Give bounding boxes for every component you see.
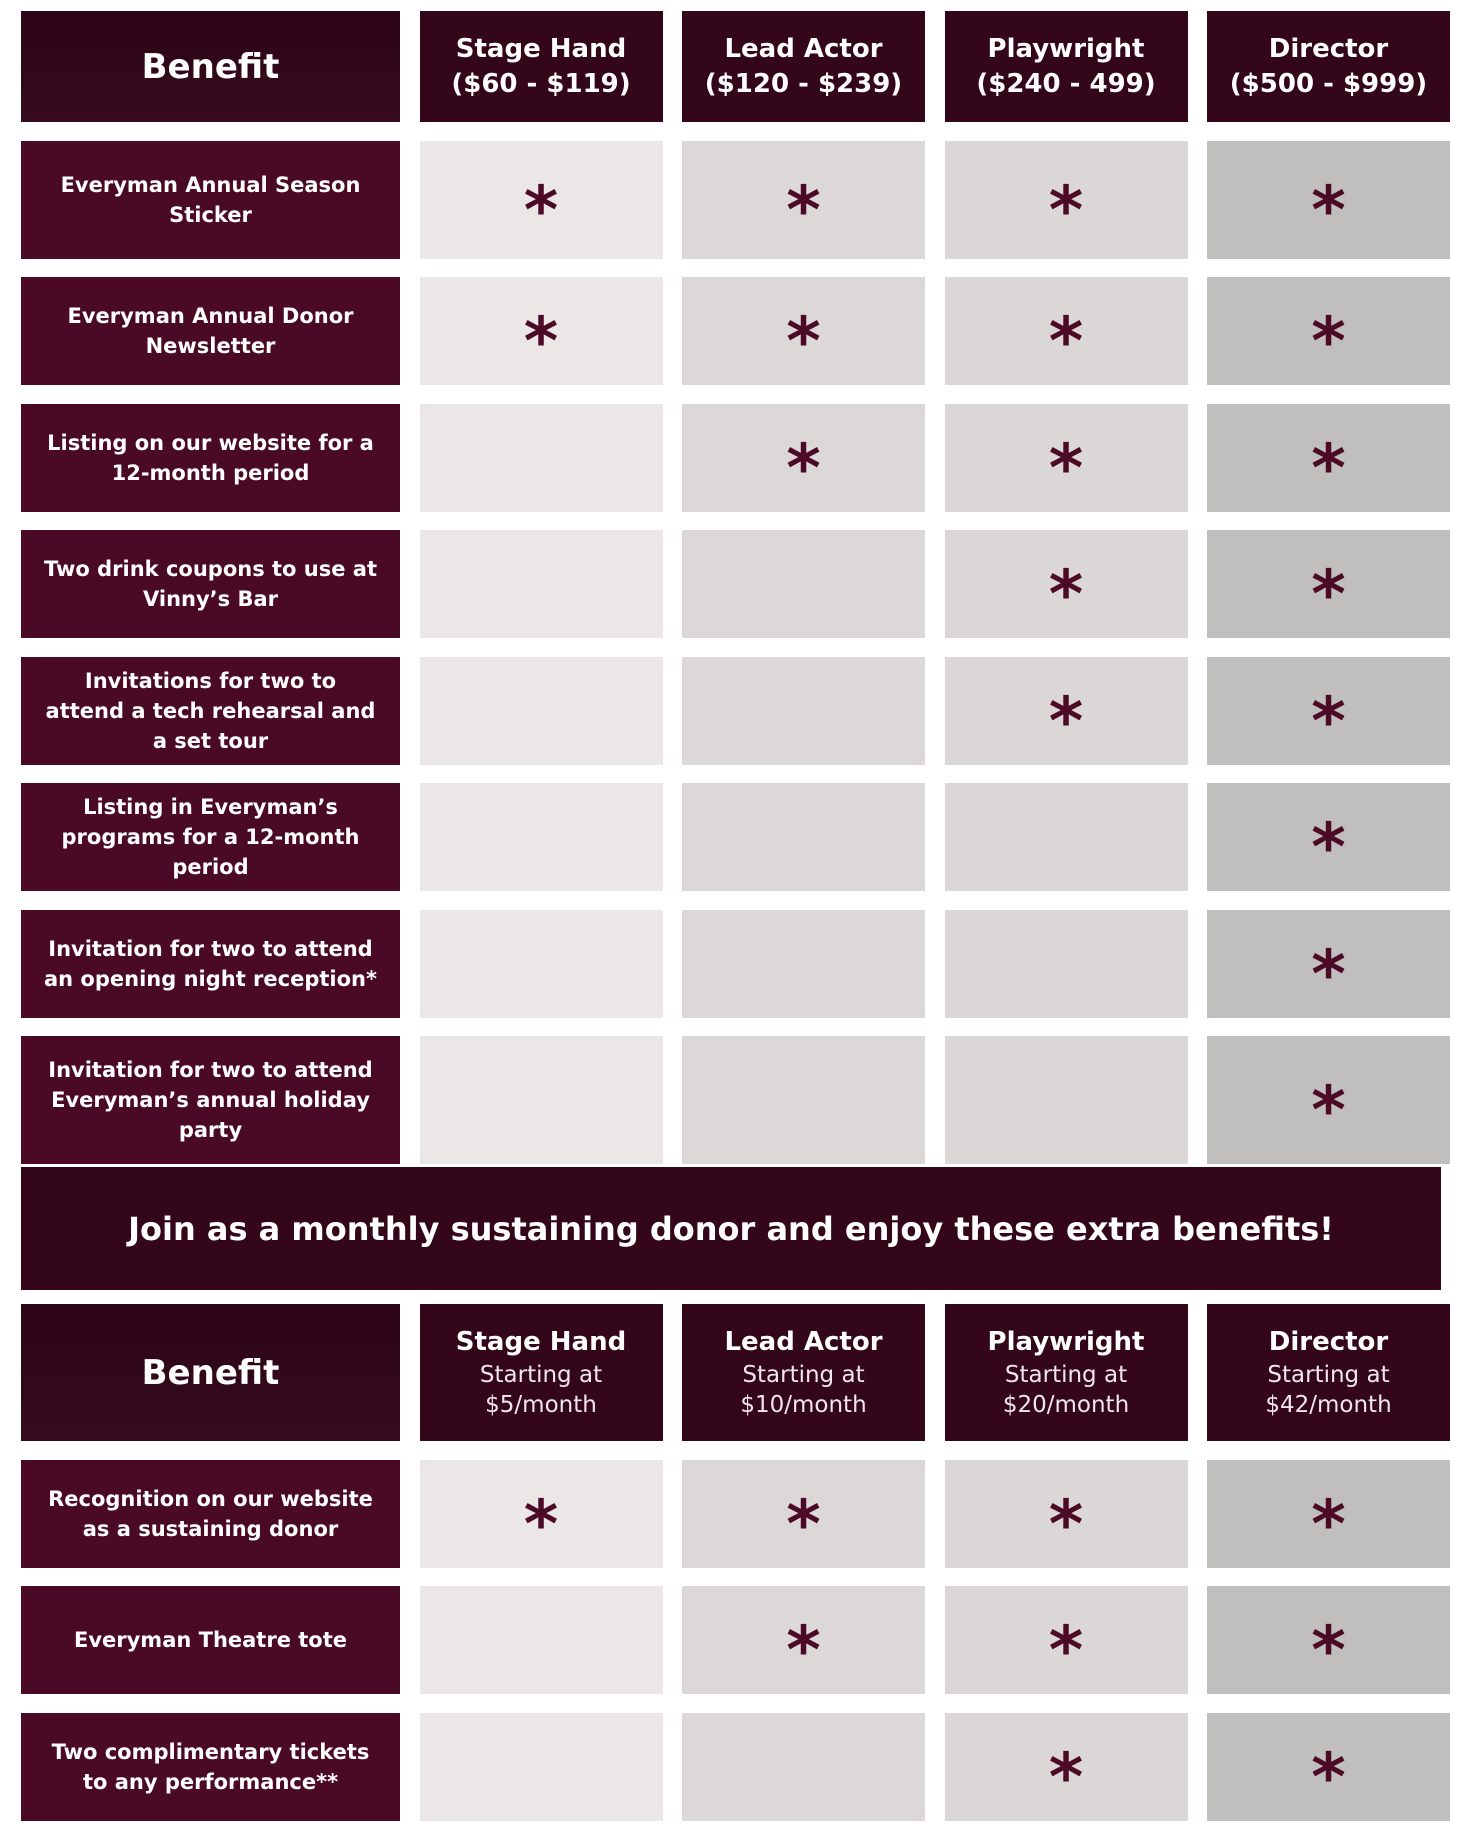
benefit-label: Everyman Annual Season Sticker [21, 141, 400, 259]
included-mark-icon: * [786, 303, 821, 380]
benefit-cell-playwright [945, 910, 1188, 1018]
tier-name: Stage Hand [455, 1327, 627, 1357]
tier-start-label: Starting at [1004, 1362, 1128, 1388]
tier-monthly-price: $10/month [740, 1392, 867, 1418]
benefit-cell-director [1207, 141, 1450, 259]
tier-header-playwright [945, 1304, 1188, 1441]
benefit-cell-director [1207, 657, 1450, 765]
tier-monthly-price: $5/month [485, 1392, 597, 1418]
benefit-cell-stage-hand [420, 910, 663, 1018]
benefit-cell-director [1207, 1586, 1450, 1694]
benefit-cell-playwright [945, 404, 1188, 512]
included-mark-icon: * [1311, 682, 1346, 760]
included-mark-icon: * [1048, 171, 1084, 249]
benefit-cell-lead-actor [682, 530, 925, 638]
benefit-label: Invitations for two to attend a tech rehearsal and a set tour [21, 657, 400, 765]
benefit-cell-director [1207, 910, 1450, 1018]
included-mark-icon: * [1048, 682, 1084, 760]
benefit-label: Two complimentary tickets to any performance** [21, 1713, 400, 1821]
tier-header-director [1207, 11, 1450, 122]
tier-header-director [1207, 1304, 1450, 1441]
included-mark-icon: * [1048, 303, 1084, 380]
benefit-label: Invitation for two to attend an opening night reception* [21, 910, 400, 1018]
benefit-label: Listing on our website for a 12-month period [21, 404, 400, 512]
tier-start-label: Starting at [479, 1362, 603, 1388]
benefit-cell-stage-hand [420, 1460, 663, 1568]
included-mark-icon: * [1311, 1612, 1346, 1689]
benefit-label: Recognition on our website as a sustaining donor [21, 1460, 400, 1568]
benefit-cell-stage-hand [420, 1713, 663, 1821]
benefit-cell-director [1207, 277, 1450, 385]
included-mark-icon: * [1048, 1485, 1084, 1563]
benefit-cell-lead-actor [682, 1586, 925, 1694]
included-mark-icon: * [523, 303, 559, 380]
tier-header-lead-actor [682, 1304, 925, 1441]
benefit-label: Invitation for two to attend Everyman’s annual holiday party [21, 1036, 400, 1164]
benefit-cell-director [1207, 530, 1450, 638]
tier-monthly-price: $42/month [1265, 1392, 1392, 1418]
benefit-header: Benefit [21, 1304, 400, 1441]
included-mark-icon: * [786, 1485, 821, 1563]
benefit-cell-playwright [945, 1460, 1188, 1568]
benefit-cell-playwright [945, 530, 1188, 638]
tier-benefits-table [21, 11, 1450, 1164]
benefit-cell-stage-hand [420, 783, 663, 891]
benefit-cell-lead-actor [682, 1036, 925, 1164]
benefit-cell-playwright [945, 783, 1188, 891]
benefit-label: Two drink coupons to use at Vinny’s Bar [21, 530, 400, 638]
benefit-cell-director [1207, 1460, 1450, 1568]
tier-range: ($500 - $999) [1229, 68, 1428, 99]
tier-name: Lead Actor [724, 1327, 883, 1357]
included-mark-icon: * [1311, 429, 1346, 507]
included-mark-icon: * [786, 171, 821, 249]
benefit-cell-lead-actor [682, 910, 925, 1018]
sustaining-donor-banner: Join as a monthly sustaining donor and enjoy these extra benefits! [21, 1167, 1441, 1290]
benefit-cell-director [1207, 1036, 1450, 1164]
included-mark-icon: * [786, 1612, 821, 1689]
tier-start-label: Starting at [742, 1362, 865, 1388]
benefit-cell-playwright [945, 1713, 1188, 1821]
benefit-cell-stage-hand [420, 1586, 663, 1694]
tier-name: Playwright [987, 33, 1145, 64]
benefit-cell-stage-hand [420, 404, 663, 512]
tier-name: Lead Actor [724, 33, 883, 64]
benefit-cell-stage-hand [420, 277, 663, 385]
benefit-cell-playwright [945, 141, 1188, 259]
tier-range: ($240 - 499) [976, 68, 1156, 99]
benefit-label: Everyman Annual Donor Newsletter [21, 277, 400, 385]
benefit-cell-lead-actor [682, 141, 925, 259]
included-mark-icon: * [1311, 303, 1346, 380]
included-mark-icon: * [1311, 809, 1346, 886]
tier-header-stage-hand [420, 11, 663, 122]
benefit-cell-director [1207, 783, 1450, 891]
benefit-cell-stage-hand [420, 1036, 663, 1164]
benefit-cell-stage-hand [420, 141, 663, 259]
tier-header-playwright [945, 11, 1188, 122]
benefit-cell-playwright [945, 1036, 1188, 1164]
benefit-cell-playwright [945, 657, 1188, 765]
benefit-header: Benefit [21, 11, 400, 122]
tier-name: Director [1268, 1327, 1389, 1357]
benefit-label: Listing in Everyman’s programs for a 12-month period [21, 783, 400, 891]
tier-header-stage-hand [420, 1304, 663, 1441]
monthly-benefits-table [21, 1304, 1450, 1821]
included-mark-icon: * [1311, 1738, 1346, 1816]
included-mark-icon: * [1311, 935, 1346, 1013]
benefit-cell-lead-actor [682, 1460, 925, 1568]
benefit-cell-playwright [945, 277, 1188, 385]
benefit-cell-lead-actor [682, 277, 925, 385]
included-mark-icon: * [786, 429, 821, 507]
benefit-cell-stage-hand [420, 657, 663, 765]
benefit-cell-lead-actor [682, 404, 925, 512]
benefit-cell-lead-actor [682, 783, 925, 891]
tier-range: ($120 - $239) [704, 68, 903, 99]
benefit-cell-lead-actor [682, 657, 925, 765]
benefit-cell-director [1207, 1713, 1450, 1821]
included-mark-icon: * [1311, 556, 1346, 633]
included-mark-icon: * [1048, 429, 1084, 507]
tier-name: Director [1268, 33, 1389, 64]
included-mark-icon: * [1311, 1072, 1346, 1149]
benefit-cell-lead-actor [682, 1713, 925, 1821]
benefit-cell-director [1207, 404, 1450, 512]
tier-name: Stage Hand [455, 33, 627, 64]
included-mark-icon: * [523, 171, 559, 249]
included-mark-icon: * [1311, 171, 1346, 249]
tier-monthly-price: $20/month [1002, 1392, 1130, 1418]
benefit-cell-stage-hand [420, 530, 663, 638]
included-mark-icon: * [1048, 556, 1084, 633]
tier-name: Playwright [987, 1327, 1145, 1357]
tier-start-label: Starting at [1267, 1362, 1390, 1388]
included-mark-icon: * [1048, 1738, 1084, 1816]
included-mark-icon: * [523, 1485, 559, 1563]
included-mark-icon: * [1048, 1612, 1084, 1689]
tier-header-lead-actor [682, 11, 925, 122]
benefit-cell-playwright [945, 1586, 1188, 1694]
benefit-label: Everyman Theatre tote [21, 1586, 400, 1694]
tier-range: ($60 - $119) [451, 68, 631, 99]
included-mark-icon: * [1311, 1485, 1346, 1563]
